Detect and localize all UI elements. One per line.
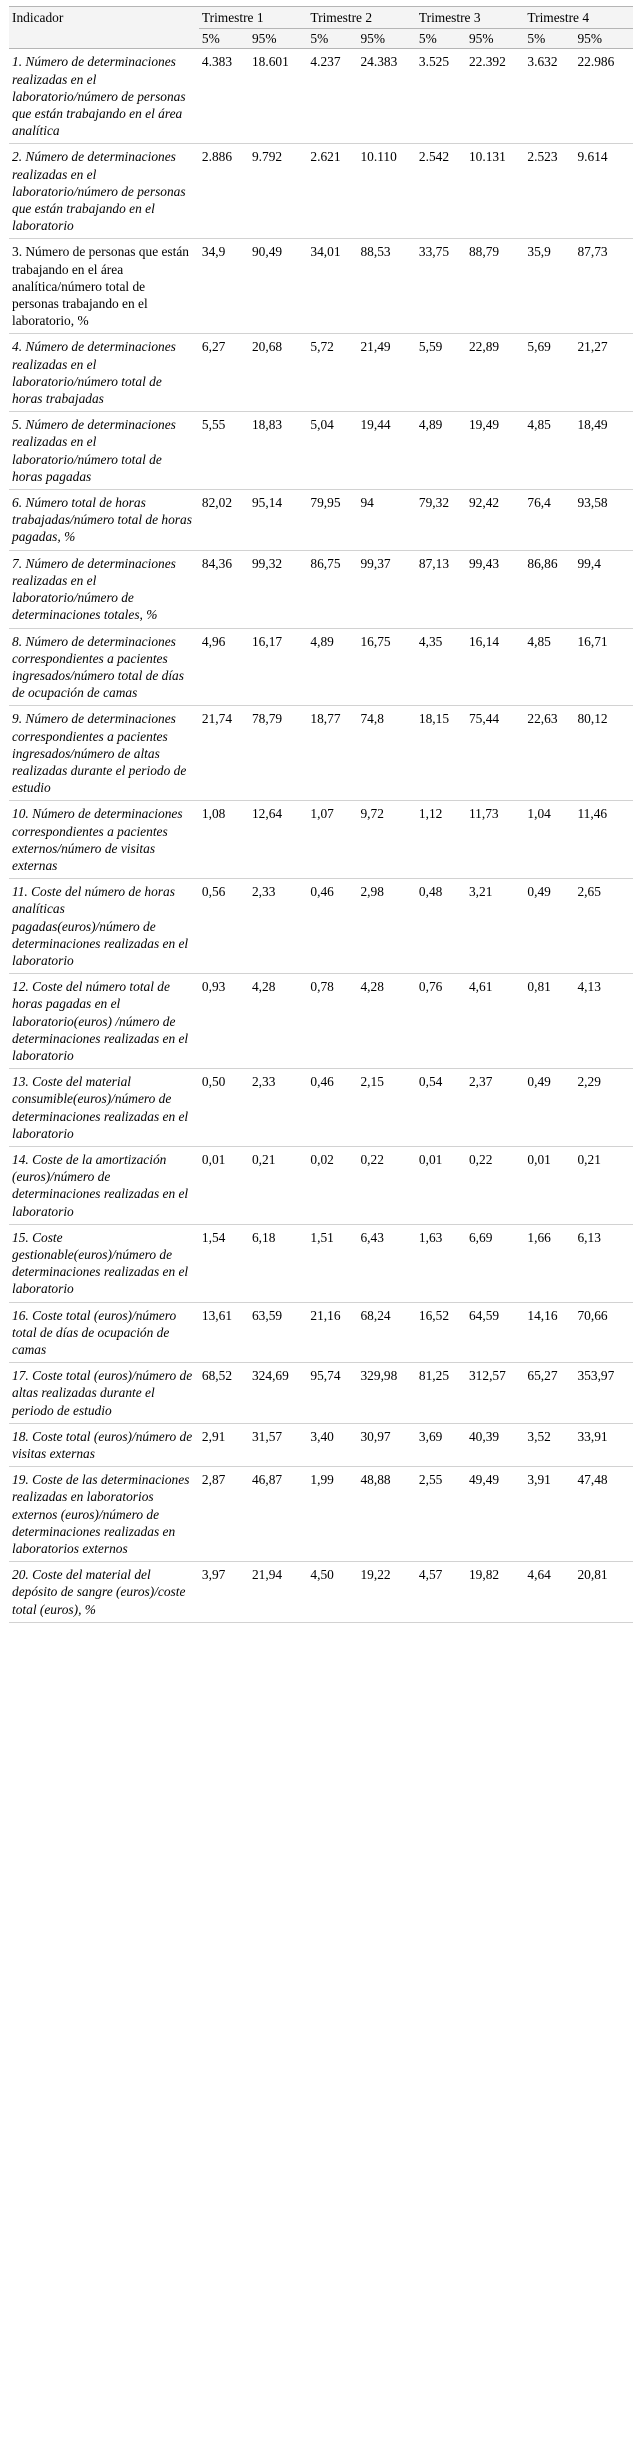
indicator-label: 16. Coste total (euros)/número total de días de ocupación de camas <box>9 1302 199 1363</box>
percentile-95-value: 353,97 <box>574 1363 633 1424</box>
percentile-95-value: 16,17 <box>249 628 307 706</box>
indicator-label: 14. Coste de la amortización (euros)/número de determinaciones realizadas en el laboratorio <box>9 1146 199 1224</box>
table-row <box>9 490 633 551</box>
percentile-5-value: 3.525 <box>416 49 466 144</box>
indicator-label: 4. Número de determinaciones realizadas en el laboratorio/número total de horas trabajadas <box>9 334 199 412</box>
percentile-95-value: 3,21 <box>466 879 524 974</box>
percentile-95-value: 78,79 <box>249 706 307 801</box>
percentile-95-header: 95% <box>357 29 415 49</box>
percentile-5-value: 1,54 <box>199 1224 249 1302</box>
percentile-95-value: 2,29 <box>574 1069 633 1147</box>
percentile-5-value: 2.542 <box>416 144 466 239</box>
percentile-95-value: 75,44 <box>466 706 524 801</box>
percentile-95-value: 18,49 <box>574 412 633 490</box>
percentile-95-value: 64,59 <box>466 1302 524 1363</box>
percentile-5-value: 4,35 <box>416 628 466 706</box>
percentile-5-value: 0,46 <box>307 879 357 974</box>
percentile-5-value: 4,85 <box>524 628 574 706</box>
percentile-5-value: 4,57 <box>416 1562 466 1623</box>
quarter-header: Trimestre 3 <box>416 7 525 29</box>
percentile-95-value: 329,98 <box>357 1363 415 1424</box>
indicators-table <box>9 6 633 1623</box>
percentile-5-value: 4,64 <box>524 1562 574 1623</box>
percentile-5-value: 34,01 <box>307 239 357 334</box>
percentile-5-value: 5,69 <box>524 334 574 412</box>
percentile-95-value: 11,46 <box>574 801 633 879</box>
percentile-95-header: 95% <box>249 29 307 49</box>
percentile-95-value: 9.614 <box>574 144 633 239</box>
percentile-95-value: 312,57 <box>466 1363 524 1424</box>
percentile-95-value: 16,75 <box>357 628 415 706</box>
percentile-95-value: 95,14 <box>249 490 307 551</box>
indicator-label: 12. Coste del número total de horas pagadas en el laboratorio(euros) /número de determinaciones realizadas en el laboratorio <box>9 974 199 1069</box>
percentile-5-value: 3.632 <box>524 49 574 144</box>
percentile-95-value: 9,72 <box>357 801 415 879</box>
percentile-95-value: 0,22 <box>466 1146 524 1224</box>
indicator-label: 2. Número de determinaciones realizadas en el laboratorio/número de personas que están trabajando en el laboratorio <box>9 144 199 239</box>
percentile-5-value: 4.237 <box>307 49 357 144</box>
indicator-label: 11. Coste del número de horas analíticas pagadas(euros)/número de determinaciones realizadas en el laboratorio <box>9 879 199 974</box>
indicator-label: 3. Número de personas que están trabajando en el área analítica/número total de personas trabajando en el laboratorio, % <box>9 239 199 334</box>
percentile-5-value: 0,01 <box>524 1146 574 1224</box>
percentile-5-value: 2.886 <box>199 144 249 239</box>
percentile-5-value: 5,04 <box>307 412 357 490</box>
table-row <box>9 239 633 334</box>
percentile-5-value: 87,13 <box>416 550 466 628</box>
percentile-5-value: 18,77 <box>307 706 357 801</box>
percentile-5-value: 0,01 <box>416 1146 466 1224</box>
table-row <box>9 1562 633 1623</box>
percentile-5-value: 2,55 <box>416 1467 466 1562</box>
percentile-95-value: 21,49 <box>357 334 415 412</box>
percentile-95-value: 324,69 <box>249 1363 307 1424</box>
percentile-95-value: 22.392 <box>466 49 524 144</box>
percentile-95-value: 2,65 <box>574 879 633 974</box>
percentile-95-value: 21,94 <box>249 1562 307 1623</box>
percentile-95-value: 6,18 <box>249 1224 307 1302</box>
percentile-95-value: 33,91 <box>574 1423 633 1466</box>
percentile-5-value: 0,01 <box>199 1146 249 1224</box>
percentile-95-value: 88,79 <box>466 239 524 334</box>
percentile-95-value: 18.601 <box>249 49 307 144</box>
percentile-95-value: 94 <box>357 490 415 551</box>
percentile-5-value: 6,27 <box>199 334 249 412</box>
percentile-95-value: 0,21 <box>249 1146 307 1224</box>
indicator-label: 9. Número de determinaciones correspondientes a pacientes ingresados/número de altas realizadas durante el periodo de estudio <box>9 706 199 801</box>
percentile-5-value: 3,40 <box>307 1423 357 1466</box>
percentile-5-value: 0,93 <box>199 974 249 1069</box>
indicator-label: 20. Coste del material del depósito de sangre (euros)/coste total (euros), % <box>9 1562 199 1623</box>
percentile-5-value: 14,16 <box>524 1302 574 1363</box>
percentile-95-value: 6,13 <box>574 1224 633 1302</box>
percentile-95-value: 22,89 <box>466 334 524 412</box>
percentile-5-value: 65,27 <box>524 1363 574 1424</box>
indicator-label: 1. Número de determinaciones realizadas en el laboratorio/número de personas que están trabajando en el área analítica <box>9 49 199 144</box>
percentile-5-value: 4,89 <box>307 628 357 706</box>
percentile-5-value: 68,52 <box>199 1363 249 1424</box>
percentile-5-value: 3,69 <box>416 1423 466 1466</box>
indicator-label: 7. Número de determinaciones realizadas en el laboratorio/número de determinaciones totales, % <box>9 550 199 628</box>
table-row <box>9 628 633 706</box>
percentile-5-value: 21,16 <box>307 1302 357 1363</box>
percentile-5-value: 3,52 <box>524 1423 574 1466</box>
percentile-5-value: 5,55 <box>199 412 249 490</box>
percentile-5-header: 5% <box>199 29 249 49</box>
percentile-5-value: 2,91 <box>199 1423 249 1466</box>
percentile-5-value: 34,9 <box>199 239 249 334</box>
percentile-95-value: 21,27 <box>574 334 633 412</box>
percentile-5-value: 4,50 <box>307 1562 357 1623</box>
percentile-5-value: 1,51 <box>307 1224 357 1302</box>
percentile-5-value: 0,02 <box>307 1146 357 1224</box>
percentile-95-value: 16,14 <box>466 628 524 706</box>
percentile-5-value: 1,04 <box>524 801 574 879</box>
percentile-5-value: 1,07 <box>307 801 357 879</box>
percentile-95-value: 9.792 <box>249 144 307 239</box>
percentile-95-value: 74,8 <box>357 706 415 801</box>
percentile-5-value: 84,36 <box>199 550 249 628</box>
percentile-95-value: 48,88 <box>357 1467 415 1562</box>
percentile-5-value: 4,96 <box>199 628 249 706</box>
percentile-5-value: 13,61 <box>199 1302 249 1363</box>
percentile-95-value: 99,37 <box>357 550 415 628</box>
table-row <box>9 49 633 144</box>
percentile-95-value: 2,37 <box>466 1069 524 1147</box>
percentile-5-value: 2.621 <box>307 144 357 239</box>
percentile-5-value: 4,89 <box>416 412 466 490</box>
percentile-5-header: 5% <box>524 29 574 49</box>
percentile-95-value: 19,82 <box>466 1562 524 1623</box>
percentile-95-value: 22.986 <box>574 49 633 144</box>
percentile-95-value: 0,22 <box>357 1146 415 1224</box>
percentile-5-value: 18,15 <box>416 706 466 801</box>
table-row <box>9 879 633 974</box>
percentile-95-header: 95% <box>466 29 524 49</box>
percentile-95-value: 31,57 <box>249 1423 307 1466</box>
percentile-95-value: 49,49 <box>466 1467 524 1562</box>
quarter-header: Trimestre 1 <box>199 7 308 29</box>
indicator-label: 5. Número de determinaciones realizadas en el laboratorio/número total de horas pagadas <box>9 412 199 490</box>
percentile-5-value: 95,74 <box>307 1363 357 1424</box>
percentile-5-value: 1,63 <box>416 1224 466 1302</box>
table-row <box>9 801 633 879</box>
percentile-5-value: 1,66 <box>524 1224 574 1302</box>
percentile-95-value: 30,97 <box>357 1423 415 1466</box>
quarter-header: Trimestre 2 <box>307 7 416 29</box>
percentile-5-value: 4,85 <box>524 412 574 490</box>
percentile-95-value: 88,53 <box>357 239 415 334</box>
table-row <box>9 144 633 239</box>
percentile-95-value: 47,48 <box>574 1467 633 1562</box>
percentile-95-value: 4,28 <box>249 974 307 1069</box>
table-row <box>9 1467 633 1562</box>
percentile-95-value: 4,13 <box>574 974 633 1069</box>
percentile-5-header: 5% <box>416 29 466 49</box>
percentile-5-value: 1,99 <box>307 1467 357 1562</box>
indicator-label: 15. Coste gestionable(euros)/número de determinaciones realizadas en el laboratorio <box>9 1224 199 1302</box>
percentile-95-value: 19,22 <box>357 1562 415 1623</box>
percentile-5-value: 0,78 <box>307 974 357 1069</box>
percentile-5-value: 21,74 <box>199 706 249 801</box>
percentile-5-value: 2,87 <box>199 1467 249 1562</box>
percentile-5-value: 22,63 <box>524 706 574 801</box>
table-row <box>9 1069 633 1147</box>
table-row <box>9 550 633 628</box>
percentile-5-value: 3,97 <box>199 1562 249 1623</box>
indicator-label: 13. Coste del material consumible(euros)/número de determinaciones realizadas en el laboratorio <box>9 1069 199 1147</box>
percentile-5-value: 0,56 <box>199 879 249 974</box>
percentile-95-value: 18,83 <box>249 412 307 490</box>
percentile-95-value: 80,12 <box>574 706 633 801</box>
percentile-5-value: 33,75 <box>416 239 466 334</box>
indicator-label: 17. Coste total (euros)/número de altas realizadas durante el periodo de estudio <box>9 1363 199 1424</box>
percentile-95-value: 24.383 <box>357 49 415 144</box>
percentile-5-value: 35,9 <box>524 239 574 334</box>
percentile-95-value: 2,98 <box>357 879 415 974</box>
indicator-label: 19. Coste de las determinaciones realizadas en laboratorios externos (euros)/número de determinaciones realizadas en laboratorios externos <box>9 1467 199 1562</box>
percentile-95-value: 92,42 <box>466 490 524 551</box>
percentile-95-value: 6,43 <box>357 1224 415 1302</box>
percentile-5-value: 79,32 <box>416 490 466 551</box>
table-row <box>9 1423 633 1466</box>
percentile-95-value: 4,61 <box>466 974 524 1069</box>
percentile-5-value: 76,4 <box>524 490 574 551</box>
indicator-header: Indicador <box>9 7 199 49</box>
percentile-95-value: 2,15 <box>357 1069 415 1147</box>
percentile-95-value: 63,59 <box>249 1302 307 1363</box>
percentile-5-value: 86,86 <box>524 550 574 628</box>
table-row <box>9 1363 633 1424</box>
percentile-5-value: 1,12 <box>416 801 466 879</box>
percentile-5-value: 1,08 <box>199 801 249 879</box>
table-row <box>9 334 633 412</box>
percentile-95-value: 2,33 <box>249 879 307 974</box>
percentile-95-value: 99,4 <box>574 550 633 628</box>
percentile-5-value: 0,50 <box>199 1069 249 1147</box>
percentile-5-value: 86,75 <box>307 550 357 628</box>
percentile-5-value: 5,59 <box>416 334 466 412</box>
percentile-95-value: 11,73 <box>466 801 524 879</box>
percentile-5-value: 0,76 <box>416 974 466 1069</box>
table-row <box>9 706 633 801</box>
indicator-label: 18. Coste total (euros)/número de visitas externas <box>9 1423 199 1466</box>
percentile-5-value: 0,46 <box>307 1069 357 1147</box>
percentile-95-value: 40,39 <box>466 1423 524 1466</box>
table-row <box>9 974 633 1069</box>
table-body <box>9 49 633 1622</box>
percentile-95-value: 20,68 <box>249 334 307 412</box>
header-row <box>9 7 633 29</box>
table-row <box>9 1224 633 1302</box>
percentile-5-value: 81,25 <box>416 1363 466 1424</box>
percentile-5-value: 82,02 <box>199 490 249 551</box>
percentile-95-value: 93,58 <box>574 490 633 551</box>
percentile-95-value: 4,28 <box>357 974 415 1069</box>
percentile-95-value: 0,21 <box>574 1146 633 1224</box>
percentile-95-value: 70,66 <box>574 1302 633 1363</box>
percentile-95-value: 68,24 <box>357 1302 415 1363</box>
table-row <box>9 1146 633 1224</box>
indicator-label: 6. Número total de horas trabajadas/número total de horas pagadas, % <box>9 490 199 551</box>
table-row <box>9 412 633 490</box>
percentile-95-value: 99,32 <box>249 550 307 628</box>
percentile-5-value: 3,91 <box>524 1467 574 1562</box>
percentile-95-value: 19,44 <box>357 412 415 490</box>
percentile-95-value: 16,71 <box>574 628 633 706</box>
percentile-95-value: 10.110 <box>357 144 415 239</box>
indicator-label: 8. Número de determinaciones correspondientes a pacientes ingresados/número total de días de ocupación de camas <box>9 628 199 706</box>
percentile-95-value: 87,73 <box>574 239 633 334</box>
quarter-header: Trimestre 4 <box>524 7 633 29</box>
percentile-95-value: 99,43 <box>466 550 524 628</box>
percentile-5-header: 5% <box>307 29 357 49</box>
percentile-95-value: 46,87 <box>249 1467 307 1562</box>
percentile-95-value: 20,81 <box>574 1562 633 1623</box>
percentile-5-value: 2.523 <box>524 144 574 239</box>
percentile-5-value: 5,72 <box>307 334 357 412</box>
percentile-95-value: 12,64 <box>249 801 307 879</box>
percentile-5-value: 0,48 <box>416 879 466 974</box>
percentile-5-value: 16,52 <box>416 1302 466 1363</box>
percentile-95-value: 6,69 <box>466 1224 524 1302</box>
percentile-5-value: 0,49 <box>524 879 574 974</box>
percentile-95-value: 2,33 <box>249 1069 307 1147</box>
percentile-5-value: 0,49 <box>524 1069 574 1147</box>
percentile-5-value: 0,54 <box>416 1069 466 1147</box>
percentile-95-value: 19,49 <box>466 412 524 490</box>
percentile-5-value: 0,81 <box>524 974 574 1069</box>
percentile-95-value: 90,49 <box>249 239 307 334</box>
percentile-5-value: 79,95 <box>307 490 357 551</box>
indicator-label: 10. Número de determinaciones correspondientes a pacientes externos/número de visitas externas <box>9 801 199 879</box>
percentile-5-value: 4.383 <box>199 49 249 144</box>
percentile-95-header: 95% <box>574 29 633 49</box>
table-row <box>9 1302 633 1363</box>
percentile-95-value: 10.131 <box>466 144 524 239</box>
